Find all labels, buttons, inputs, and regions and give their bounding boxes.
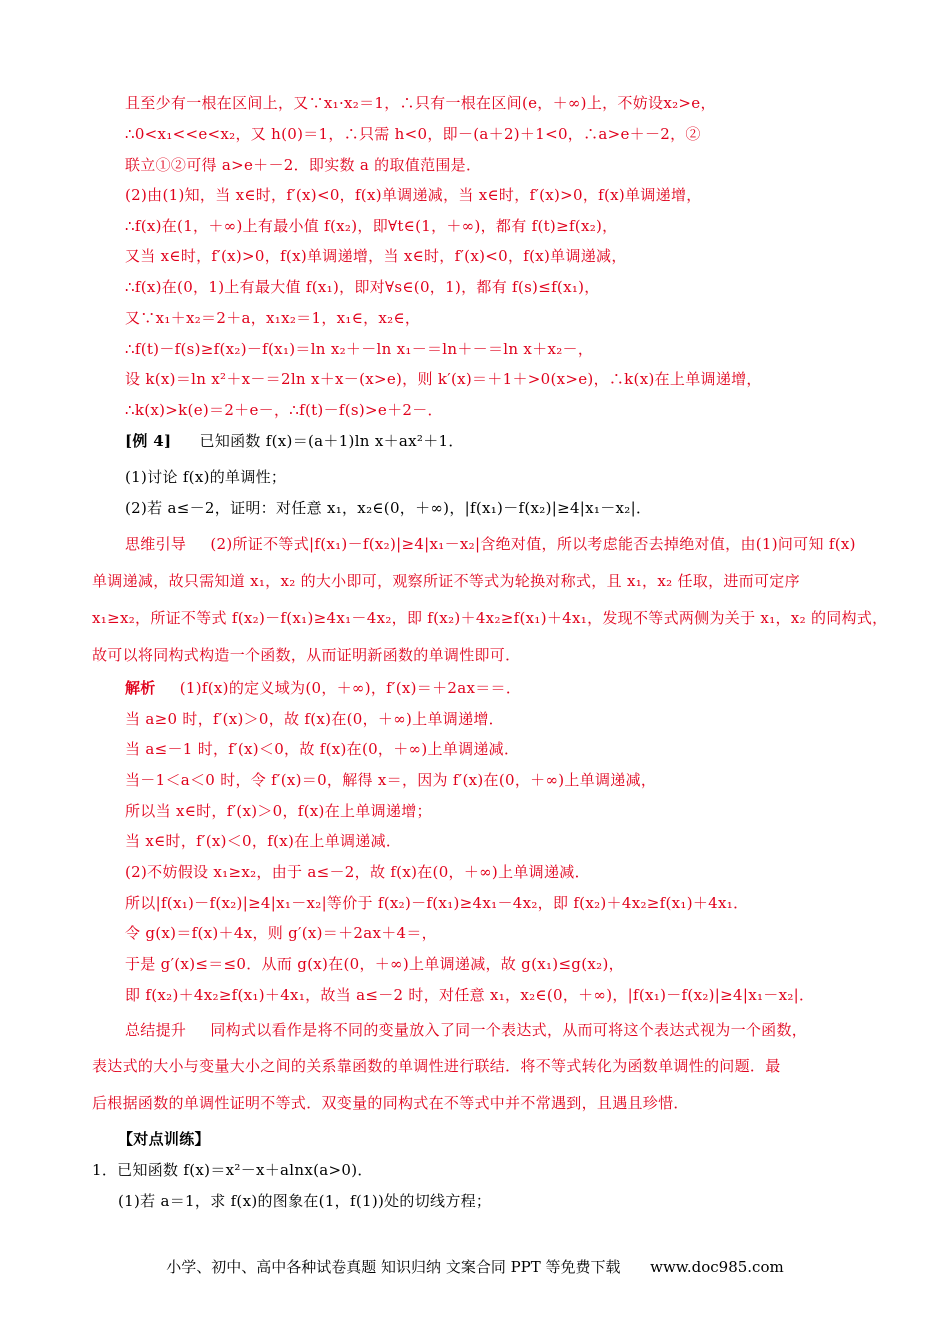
summary-line xyxy=(125,1019,807,1041)
solution-line: (2)不妨假设 x₁≥x₂，由于 a≤－2，故 f(x)在(0，＋∞)上单调递减． xyxy=(125,863,590,881)
solution-line: ∴f(x)在(0，1)上有最大值 f(x₁)，即对∀s∈(0，1)，都有 f(s)≤f(x₁)， xyxy=(125,278,600,296)
solution-line: (2)由(1)知，当 x∈时，f′(x)<0，f(x)单调递减，当 x∈时，f′(x)>0，f(x)单调递增， xyxy=(125,186,702,204)
guide-line xyxy=(125,533,856,555)
solution-line: 令 g(x)＝f(x)＋4x，则 g′(x)＝＋2ax＋4＝， xyxy=(125,924,437,942)
training-heading: 【对点训练】 xyxy=(118,1130,210,1148)
solution-line: 联立①②可得 a>e＋－2．即实数 a 的取值范围是． xyxy=(125,156,482,174)
guide-line: 故可以将同构式构造一个函数，从而证明新函数的单调性即可． xyxy=(92,646,521,664)
footer-text: 小学、初中、高中各种试卷真题 知识归纳 文案合同 PPT 等免费下载 xyxy=(166,1258,621,1276)
solution-line: 当 a≤－1 时，f′(x)＜0，故 f(x)在(0，＋∞)上单调递减． xyxy=(125,740,520,758)
example-question-1: (1)讨论 f(x)的单调性； xyxy=(125,468,287,486)
training-item-question: (1)若 a＝1，求 f(x)的图象在(1，f(1))处的切线方程； xyxy=(118,1192,492,1210)
solution-line: 所以|f(x₁)－f(x₂)|≥4|x₁－x₂|等价于 f(x₂)－f(x₁)≥4x₁－4x₂，即 f(x₂)＋4x₂≥f(x₁)＋4x₁． xyxy=(125,894,749,912)
solution-line: ∴0<x₁<<e<x₂，又 h(0)＝1，∴只需 h<0，即－(a＋2)＋1<0，∴a>e＋－2，② xyxy=(125,125,701,143)
example-heading xyxy=(125,430,464,452)
solution-line: ∴f(t)－f(s)≥f(x₂)－f(x₁)＝ln x₂＋－ln x₁－＝ln＋－＝ln x＋x₂－， xyxy=(125,340,594,358)
example-stem: 已知函数 f(x)＝(a＋1)ln x＋ax²＋1． xyxy=(199,432,464,450)
solution-heading xyxy=(125,677,521,699)
guide-line: 单调递减，故只需知道 x₁，x₂ 的大小即可，观察所证不等式为轮换对称式，且 x₁，x₂ 任取，进而可定序 xyxy=(92,572,800,590)
example-tag: [例 4] xyxy=(125,432,172,450)
summary-text: 同构式以看作是将不同的变量放入了同一个表达式，从而可将这个表达式视为一个函数， xyxy=(210,1021,808,1039)
guide-line: x₁≥x₂，所证不等式 f(x₂)－f(x₁)≥4x₁－4x₂，即 f(x₂)＋4x₂≥f(x₁)＋4x₁，发现不等式两侧为关于 x₁，x₂ 的同构式， xyxy=(92,609,888,627)
solution-line: 当－1＜a＜0 时，令 f′(x)＝0，解得 x＝，因为 f′(x)在(0，＋∞)上单调递减， xyxy=(125,771,657,789)
solution-line: ∴f(x)在(1，＋∞)上有最小值 f(x₂)，即∀t∈(1，＋∞)，都有 f(t)≥f(x₂)， xyxy=(125,217,618,235)
example-question-2: (2)若 a≤－2，证明：对任意 x₁，x₂∈(0，＋∞)，|f(x₁)－f(x₂)|≥4|x₁－x₂|． xyxy=(125,499,652,517)
summary-line: 表达式的大小与变量大小之间的关系靠函数的单调性进行联结．将不等式转化为函数单调性的问题．最 xyxy=(92,1057,781,1075)
solution-line: 设 k(x)＝ln x²＋x－＝2ln x＋x－(x>e)，则 k′(x)＝＋1＋>0(x>e)，∴k(x)在上单调递增， xyxy=(125,370,762,388)
guide-text: (2)所证不等式|f(x₁)－f(x₂)|≥4|x₁－x₂|含绝对值，所以考虑能否去掉绝对值，由(1)问可知 f(x) xyxy=(210,535,856,553)
solution-line: 所以当 x∈时，f′(x)＞0，f(x)在上单调递增； xyxy=(125,802,432,820)
training-item: 1．已知函数 f(x)＝x²－x＋alnx(a>0)． xyxy=(92,1161,373,1179)
solution-first: (1)f(x)的定义域为(0，＋∞)，f′(x)＝＋2ax＝＝． xyxy=(179,679,522,697)
solution-line: 当 a≥0 时，f′(x)＞0，故 f(x)在(0，＋∞)上单调递增． xyxy=(125,710,504,728)
solution-line: 且至少有一根在区间上，又∵x₁·x₂＝1，∴只有一根在区间(e，＋∞)上，不妨设x₂>e， xyxy=(125,94,716,112)
solution-label: 解析 xyxy=(125,679,156,697)
solution-line: ∴k(x)>k(e)＝2＋e－，∴f(t)－f(s)>e＋2－． xyxy=(125,401,443,419)
solution-line: 于是 g′(x)≤＝≤0．从而 g(x)在(0，＋∞)上单调递减，故 g(x₁)≤g(x₂)， xyxy=(125,955,624,973)
footer-url[interactable]: www.doc985.com xyxy=(650,1258,784,1276)
solution-line: 又∵x₁＋x₂＝2＋a，x₁x₂＝1，x₁∈，x₂∈， xyxy=(125,309,421,327)
footer xyxy=(0,1256,950,1277)
guide-label: 思维引导 xyxy=(125,535,187,553)
summary-label: 总结提升 xyxy=(125,1021,187,1039)
summary-line: 后根据函数的单调性证明不等式．双变量的同构式在不等式中并不常遇到，且遇且珍惜． xyxy=(92,1094,689,1112)
solution-line: 又当 x∈时，f′(x)>0，f(x)单调递增，当 x∈时，f′(x)<0，f(x)单调递减， xyxy=(125,247,627,265)
solution-line: 当 x∈时，f′(x)＜0，f(x)在上单调递减． xyxy=(125,832,402,850)
solution-line: 即 f(x₂)＋4x₂≥f(x₁)＋4x₁，故当 a≤－2 时，对任意 x₁，x₂∈(0，＋∞)，|f(x₁)－f(x₂)|≥4|x₁－x₂|． xyxy=(125,986,815,1004)
